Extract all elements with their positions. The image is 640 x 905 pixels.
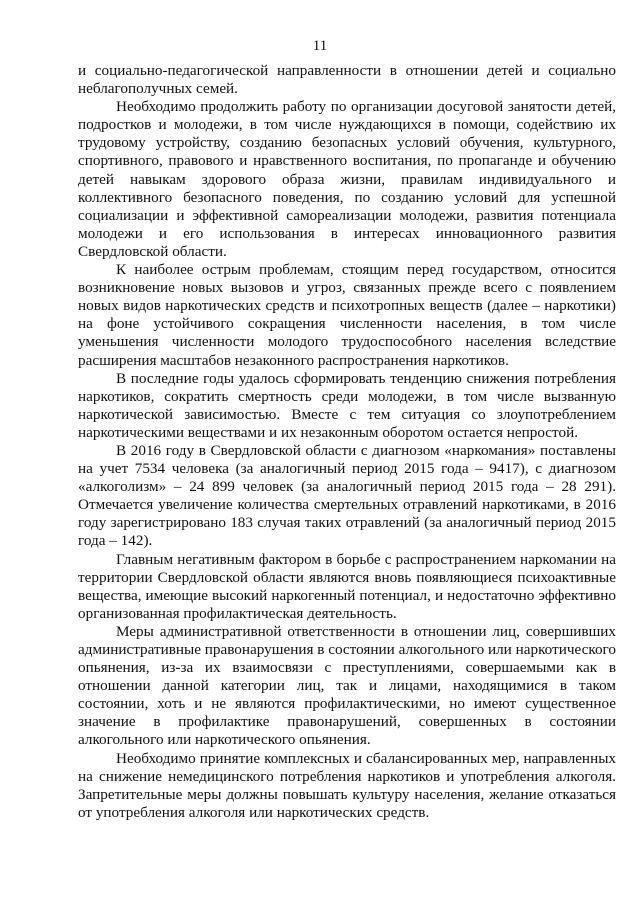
paragraph-comprehensive-measures: Необходимо принятие комплексных и сбалансированных мер, направленных на снижение немедицинского потребления наркотиков и употребления алкоголя. Запретительные меры должны повышать культуру населения, желание отказаться от употребления алкоголя или наркотических средств.: [78, 749, 616, 821]
paragraph-recent-trends: В последние годы удалось сформировать тенденцию снижения потребления наркотиков, сократить смертность среди молодежи, в том числе вызванную наркотической зависимостью. Вместе с тем ситуация со злоупотреблением наркотическими веществами и их незаконным оборотом остается непростой.: [78, 369, 616, 441]
paragraph-main-negative-factor: Главным негативным фактором в борьбе с распространением наркомании на территории Свердловской области являются вновь появляющиеся психоактивные вещества, имеющие высокий наркогенный потенциал, и недостаточно эффективно организованная профилактическая деятельность.: [78, 550, 616, 622]
page-number: 11: [312, 38, 328, 54]
paragraph-administrative-measures: Меры административной ответственности в отношении лиц, совершивших административные правонарушения в состоянии алкогольного или наркотического опьянения, из-за их взаимосвязи с преступлениями, совершаемыми как в отношении данной категории лиц, так и лицами, находящимися в таком состоянии, хоть и не являются профилактическими, но имеют существенное значение в профилактике правонарушений, совершенных в состоянии алкогольного или наркотического опьянения.: [78, 622, 616, 749]
paragraph-leisure-employment: Необходимо продолжить работу по организации досуговой занятости детей, подростков и молодежи, в том числе нуждающихся в помощи, содействию их трудовому устройству, созданию безопасных условий обучения, культурного, спортивного, правового и нравственного воспитания, по пропаганде и обучению детей навыкам здорового образа жизни, правилам индивидуального и коллективного безопасного поведения, по созданию условий для успешной социализации и эффективной самореализации молодежи, развития потенциала молодежи и его использования в интересах инновационного развития Свердловской области.: [78, 98, 616, 260]
paragraph-continuation: и социально-педагогической направленности в отношении детей и социально неблагополучных семей.: [78, 62, 616, 98]
document-body: [78, 62, 616, 822]
paragraph-acute-problems: К наиболее острым проблемам, стоящим перед государством, относится возникновение новых вызовов и угроз, связанных прежде всего с появлением новых видов наркотических средств и психотропных веществ (далее – наркотики) на фоне устойчивого сокращения численности населения, в том числе уменьшения численности молодого трудоспособного населения вследствие расширения масштабов незаконного распространения наркотиков.: [78, 261, 616, 369]
paragraph-statistics-2016: В 2016 году в Свердловской области с диагнозом «наркомания» поставлены на учет 7534 человека (за аналогичный период 2015 года – 9417), с диагнозом «алкоголизм» – 24 899 человек (за аналогичный период 2015 года – 28 291). Отмечается увеличение количества смертельных отравлений наркотиками, в 2016 году зарегистрировано 183 случая таких отравлений (за аналогичный период 2015 года – 142).: [78, 441, 616, 550]
